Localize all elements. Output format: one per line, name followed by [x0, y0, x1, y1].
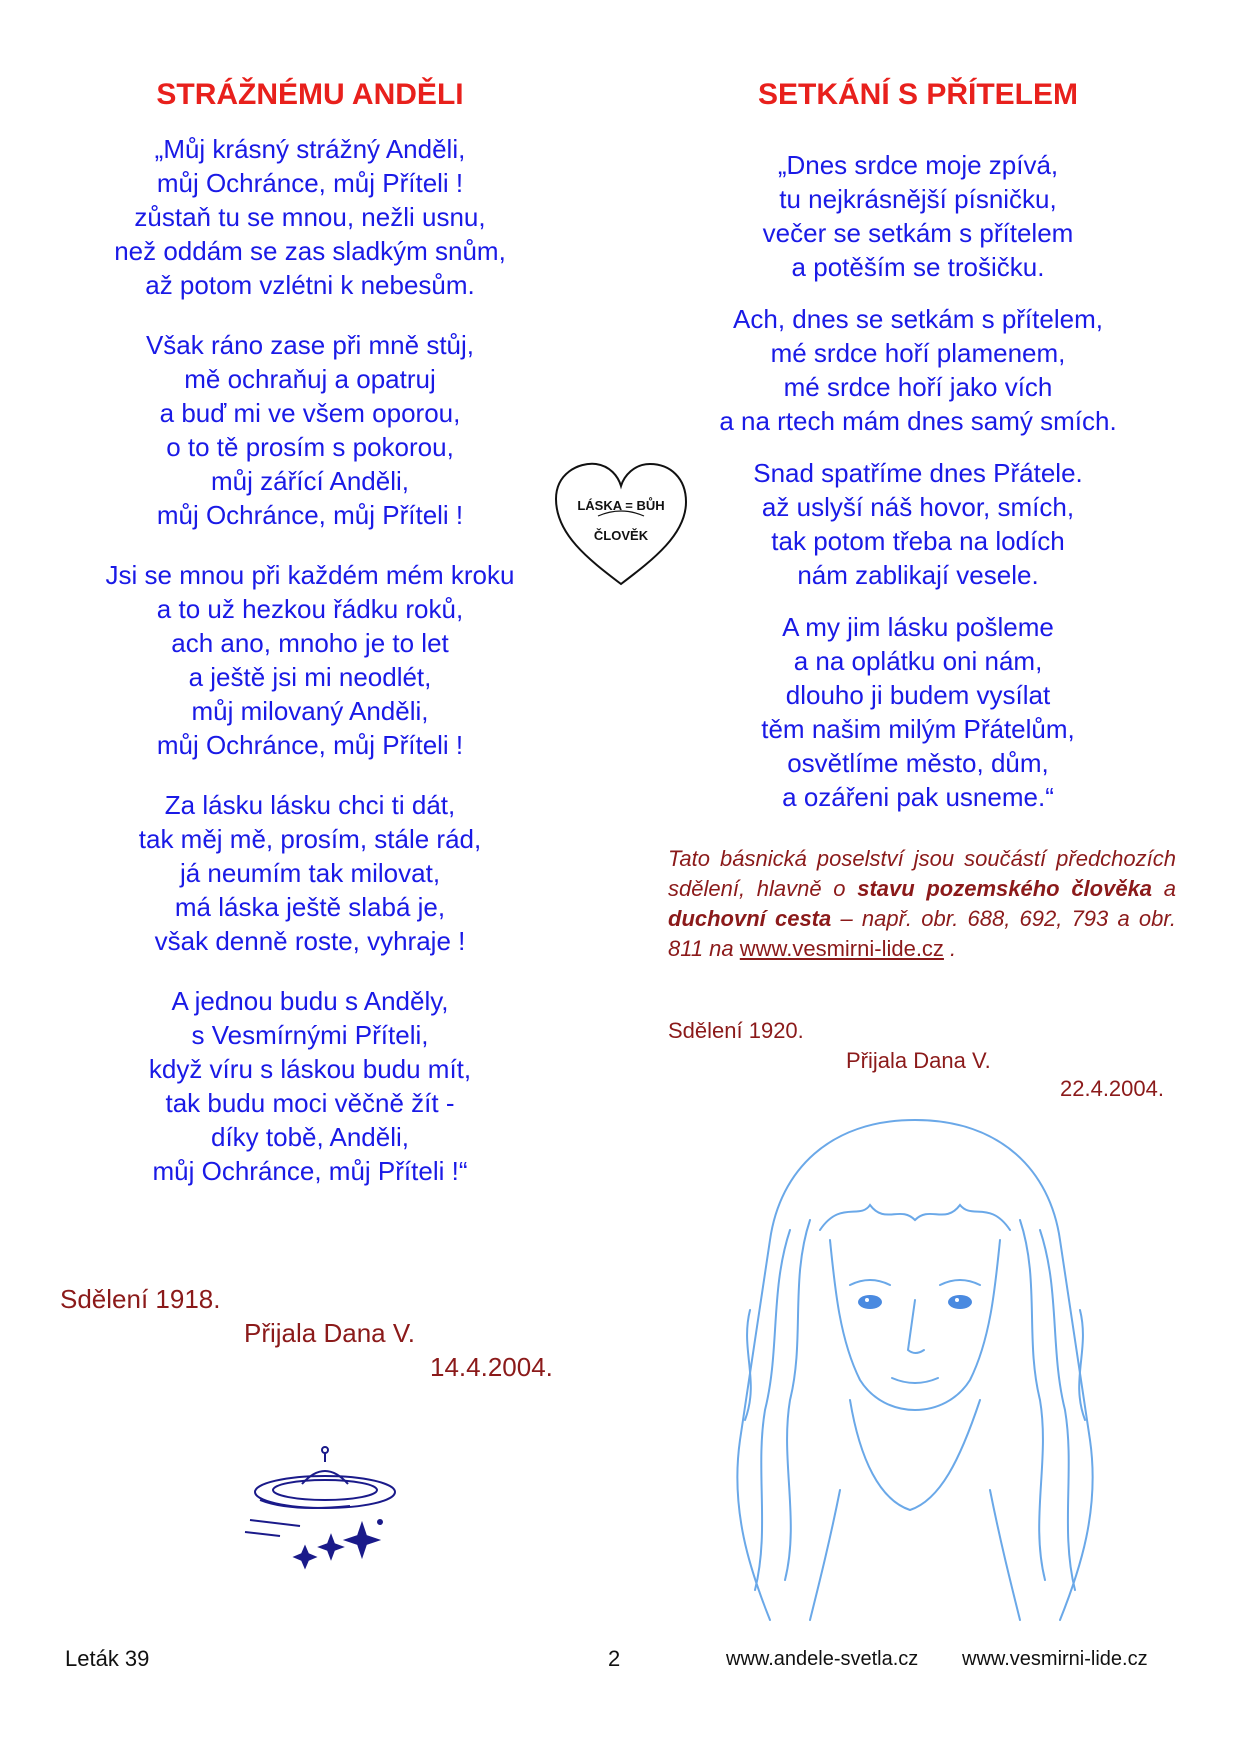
left-stanza-5 [60, 984, 560, 1188]
poem-line: mé srdce hoří plamenem, [770, 338, 1066, 368]
right-date: 22.4.2004. [1060, 1076, 1164, 1101]
poem-line: a ozářeni pak usneme.“ [782, 782, 1054, 812]
poem-line: můj milovaný Anděli, [191, 696, 429, 726]
poem-line: Za lásku lásku chci ti dát, [164, 790, 456, 820]
poem-line: a potěším se trošičku. [791, 252, 1045, 282]
poem-line: A my jim lásku pošleme [782, 612, 1054, 642]
right-stanza-4 [668, 610, 1168, 814]
left-stanza-4 [60, 788, 560, 958]
poem-line: můj zářící Anděli, [211, 466, 409, 496]
poem-line: těm našim milým Přátelům, [761, 714, 1075, 744]
poem-line: Však ráno zase při mně stůj, [145, 330, 475, 360]
note-paragraph [668, 844, 1176, 964]
poem-line: zůstaň tu se mnou, nežli usnu, [134, 202, 486, 232]
poem-line: a ještě jsi mi neodlét, [188, 662, 432, 692]
right-poem-title: SETKÁNÍ S PŘÍTELEM [757, 78, 1079, 111]
poem-line: o to tě prosím s pokorou, [166, 432, 454, 462]
right-stanza-2 [668, 302, 1168, 438]
left-stanza-2 [60, 328, 560, 532]
poem-line: než oddám se zas sladkým snům, [114, 236, 506, 266]
note-website-link[interactable]: www.vesmirni-lide.cz [739, 936, 944, 961]
poem-line: až uslyší náš hovor, smích, [761, 492, 1075, 522]
right-stanza-3 [668, 456, 1168, 592]
poem-line: má láska ještě slabá je, [174, 892, 446, 922]
poem-line: až potom vzlétni k nebesům. [145, 270, 475, 300]
poem-line: můj Ochránce, můj Příteli !“ [152, 1156, 468, 1186]
poem-line: můj Ochránce, můj Příteli ! [156, 730, 464, 760]
left-message-number: Sdělení 1918. [60, 1284, 221, 1314]
poem-line: tak budu moci věčně žít - [165, 1088, 455, 1118]
poem-line: Jsi se mnou při každém mém kroku [105, 560, 515, 590]
poem-line: a na rtech mám dnes samý smích. [719, 406, 1117, 436]
right-received-by: Přijala Dana V. [846, 1048, 991, 1073]
left-stanza-1 [60, 132, 560, 302]
poem-line: když víru s láskou budu mít, [148, 1054, 472, 1084]
poem-line: díky tobě, Anděli, [210, 1122, 410, 1152]
heart-word-god: BŮH [636, 498, 665, 513]
heart-word-human: ČLOVĚK [593, 528, 649, 543]
left-poem [60, 132, 560, 1188]
poem-line: však denně roste, vyhraje ! [154, 926, 466, 956]
leaflet-number: Leták 39 [65, 1646, 150, 1671]
poem-line: s Vesmírnými Příteli, [191, 1020, 429, 1050]
left-received-by: Přijala Dana V. [244, 1318, 416, 1348]
poem-line: tak měj mě, prosím, stále rád, [138, 824, 482, 854]
poem-line: nám zablikají vesele. [797, 560, 1039, 590]
poem-line: ach ano, mnoho je to let [171, 628, 449, 658]
note-text: a [1152, 876, 1176, 901]
poem-line: večer se setkám s přítelem [762, 218, 1074, 248]
poem-line: můj Ochránce, můj Příteli ! [156, 500, 464, 530]
poem-line: dlouho ji budem vysílat [785, 680, 1051, 710]
poem-line: a to už hezkou řádku roků, [156, 594, 464, 624]
left-poem-title: STRÁŽNÉMU ANDĚLI [156, 78, 464, 111]
poem-line: osvětlíme město, dům, [787, 748, 1049, 778]
poem-line: tak potom třeba na lodích [771, 526, 1065, 556]
footer-link-andele[interactable]: www.andele-svetla.cz [726, 1648, 919, 1670]
right-message-number: Sdělení 1920. [668, 1018, 804, 1043]
poem-line: a buď mi ve všem oporou, [159, 398, 461, 428]
poem-line: a na oplátku oni nám, [793, 646, 1043, 676]
note-text: – např. obr. 688, 692, 793 a obr. 811 na [668, 906, 1177, 961]
poem-line: „Dnes srdce moje zpívá, [777, 150, 1059, 180]
poem-line: mě ochraňuj a opatruj [184, 364, 436, 394]
poem-line: Ach, dnes se setkám s přítelem, [733, 304, 1103, 334]
right-stanza-1 [668, 148, 1168, 284]
heart-word-love: LÁSKA [577, 498, 622, 513]
poem-line: můj Ochránce, můj Příteli ! [156, 168, 464, 198]
right-poem [668, 148, 1168, 814]
poem-line: já neumím tak milovat, [179, 858, 441, 888]
page-number: 2 [608, 1646, 621, 1671]
note-text: Tato básnická poselství jsou součástí předchozích sdělení, hlavně o [668, 846, 1176, 901]
poem-line: „Můj krásný strážný Anděli, [154, 134, 466, 164]
footer-link-vesmirni[interactable]: www.vesmirni-lide.cz [962, 1648, 1148, 1670]
note-text: . [943, 936, 957, 961]
note-highlight-state: stavu pozemského člověka [857, 876, 1153, 901]
poem-line: tu nejkrásnější písničku, [779, 184, 1057, 214]
poem-line: mé srdce hoří jako vích [783, 372, 1053, 402]
left-stanza-3 [60, 558, 560, 762]
heart-equals: = [625, 498, 633, 513]
woman-portrait-drawing [710, 1110, 1120, 1630]
poem-line: Snad spatříme dnes Přátele. [753, 458, 1083, 488]
poem-line: A jednou budu s Anděly, [171, 986, 449, 1016]
note-highlight-path: duchovní cesta [668, 906, 832, 931]
ufo-drawing [240, 1440, 410, 1570]
left-date: 14.4.2004. [430, 1352, 553, 1382]
